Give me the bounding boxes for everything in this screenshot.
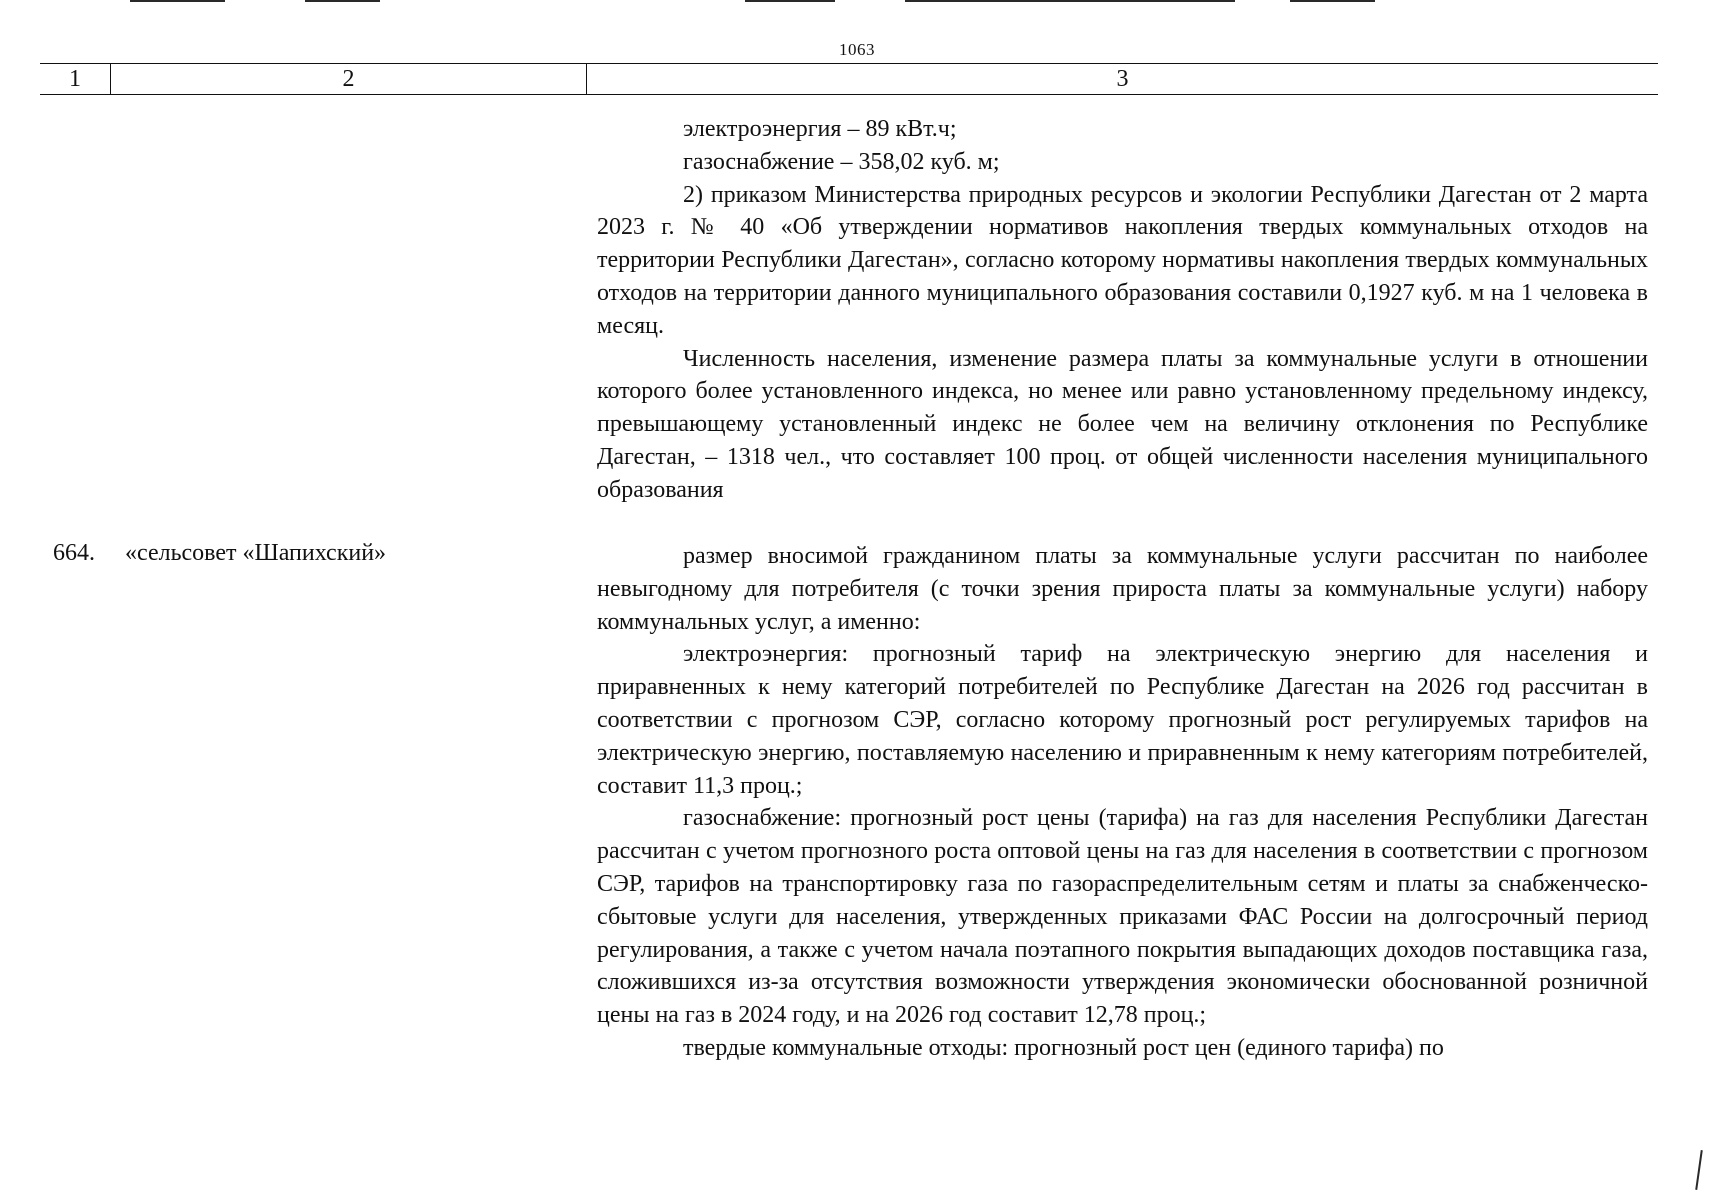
page-number: 1063 <box>839 40 875 59</box>
table-header-row <box>40 63 1658 95</box>
column-header-1: 1 <box>40 64 111 94</box>
scan-artifact <box>130 0 225 2</box>
paragraph: газоснабжение – 358,02 куб. м; <box>683 148 1000 175</box>
scan-artifact <box>1695 1150 1703 1190</box>
paragraph: газоснабжение: прогнозный рост цены (тарифа) на газ для населения Республики Дагестан рассчитан с учетом прогнозного роста оптовой цены на газ для населения в соответствии с прогнозом СЭР, тарифов на транспортировку газа по газораспределительным сетям и платы за снабженческо-сбытовые услуги для населения, утвержденных приказами ФАС России на долгосрочный период регулирования, а также с учетом начала поэтапного покрытия выпадающих доходов поставщика газа, сложившихся из-за отсутствия возможности утверждения экономически обоснованной розничной цены на газ в 2024 году, и на 2026 год составит 12,78 проц.; <box>597 805 1648 1029</box>
scan-artifact <box>305 0 380 2</box>
continued-entry-text <box>597 113 1648 507</box>
column-header-2: 2 <box>111 64 587 94</box>
paragraph: электроэнергия: прогнозный тариф на электрическую энергию для населения и приравненных к нему категорий потребителей по Республике Дагестан на 2026 год рассчитан в соответствии с прогнозом СЭР, согласно которому прогнозный рост регулируемых тарифов на электрическую энергию, поставляемую населению и приравненным к нему категориям потребителей, составит 11,3 проц.; <box>597 641 1648 799</box>
entry-664-text <box>597 540 1648 1065</box>
paragraph: 2) приказом Министерства природных ресурсов и экологии Республики Дагестан от 2 марта 2023 г. № 40 «Об утверждении нормативов накопления твердых коммунальных отходов на территории Республики Дагестан», согласно которому нормативы накопления твердых коммунальных отходов на территории данного муниципального образования составили 0,1927 куб. м на 1 человека в месяц. <box>597 181 1648 339</box>
scan-artifact <box>745 0 835 2</box>
entry-number: 664. <box>53 540 95 566</box>
paragraph: размер вносимой гражданином платы за коммунальные услуги рассчитан по наиболее невыгодному для потребителя (с точки зрения прироста платы за коммунальные услуги) набору коммунальных услуг, а именно: <box>597 543 1648 635</box>
scan-artifact <box>905 0 1235 2</box>
paragraph: твердые коммунальные отходы: прогнозный рост цен (единого тарифа) по <box>683 1034 1444 1061</box>
paragraph: Численность населения, изменение размера платы за коммунальные услуги в отношении которого более установленного индекса, но менее или равно установленному предельному индексу, превышающему установленный индекс не более чем на величину отклонения по Республике Дагестан, – 1318 чел., что составляет 100 проц. от общей численности населения муниципального образования <box>597 345 1648 503</box>
column-header-3: 3 <box>1116 65 1129 92</box>
scan-artifact <box>1290 0 1375 2</box>
paragraph: электроэнергия – 89 кВт.ч; <box>683 116 957 142</box>
entry-municipality-name: «сельсовет «Шапихский» <box>125 540 387 566</box>
